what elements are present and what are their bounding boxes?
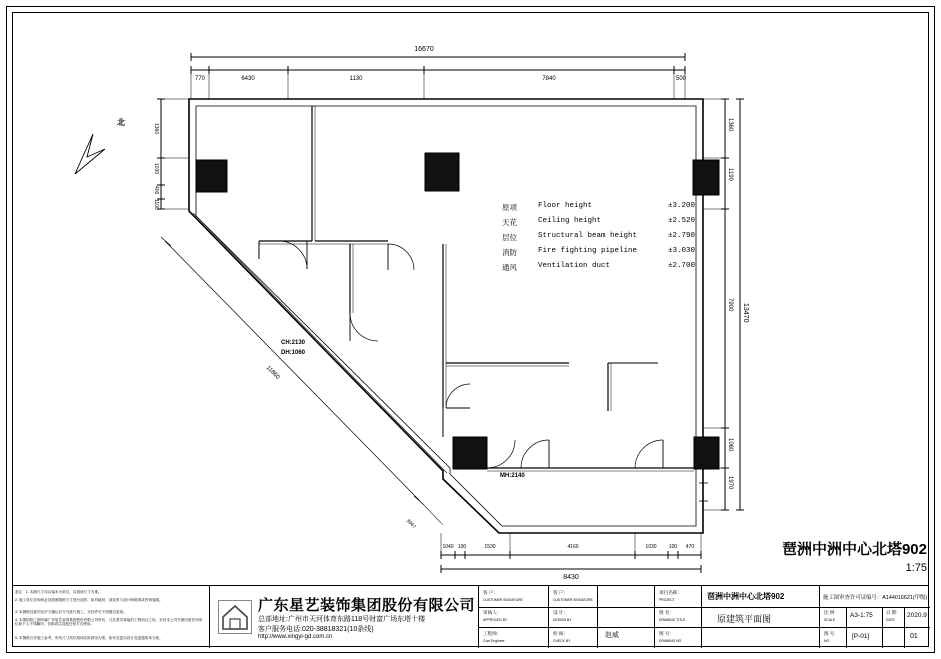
dim-left-seg-0: 1360 [153, 123, 159, 135]
label-engineer-en: Cont Engineer [483, 639, 505, 643]
note-line: 备注：1. 本图尺寸均以毫米为单位，以现场尺寸为准。 [15, 590, 102, 594]
label-scale-en: SCALE [824, 618, 836, 622]
note-line: 4. 本图国纸之图所属广东星艺装饰集团股份有限公司所有，凡在我司承接的工程项目之用，未经本公司书面同意任何单位和个人不得翻印、仿制或以其他任何方式使用。 [15, 618, 203, 627]
dim-top-seg-1: 6430 [241, 76, 255, 82]
dim-bottom-seg-5: 100 [668, 544, 678, 550]
label-drawing-title-cn: 图 名： [659, 610, 675, 615]
note-line: 3. 本图纸经我司及甲方确认后方可进行施工，未经许可不得擅自更改。 [15, 610, 127, 614]
label-check-en: CHECK BY [553, 639, 571, 643]
note-line: 5. 本图纸仅作施工参考，所有尺寸须以现场实际情况为准，如有变更以设计变更通知单为准。 [15, 636, 163, 640]
dim-left-seg-3: 1100 [153, 199, 159, 210]
label-project-cn: 项目名称： [659, 590, 682, 595]
label-customer-sign-cn: 客 户： [553, 590, 569, 595]
label-customer-sign-en: CUSTOMER SIGNATURE [553, 598, 593, 602]
label-drawing-no-en: DRAWING NO [659, 639, 682, 643]
spec-en-2: Structural beam height [538, 232, 638, 240]
value-date: 2020.9 [907, 612, 927, 619]
title-block [12, 585, 929, 647]
label-dh: DH:1060 [281, 350, 306, 356]
spec-row [502, 201, 702, 216]
house-logo-svg [219, 601, 251, 633]
label-drawing-title-en: DRAWING TITLE [659, 618, 686, 622]
label-customer-en: CUSTOMER SIGNATURE [483, 598, 523, 602]
label-drawing-no-cn: 图 号： [659, 631, 675, 636]
spec-val-4: ±2.700 [668, 262, 696, 270]
spec-row [502, 246, 702, 261]
spec-cn-3: 消防 [502, 248, 517, 257]
dim-top-seg-4: 500 [675, 76, 687, 82]
dim-right-seg-3: 1060 [727, 438, 733, 452]
label-engineer-cn: 工程师： [483, 631, 502, 636]
dim-diagonal-length: 11860 [264, 365, 281, 381]
label-no-cn: 图 号 [824, 631, 835, 636]
dim-top-seg-0: 770 [194, 76, 206, 82]
label-date-en: DATE [886, 618, 895, 622]
label-check-cn: 检 核： [553, 631, 569, 636]
dim-left-seg-2: 400 [153, 186, 159, 195]
value-sheet: [P-01] [852, 633, 870, 640]
label-mh: MH:2140 [500, 473, 525, 479]
spec-en-1: Ceiling height [538, 217, 602, 225]
dim-bottom-seg-6: 470 [685, 544, 695, 550]
approval-column [478, 586, 549, 648]
dim-right-seg-1: 1190 [727, 168, 733, 181]
value-customer-sign: 赵威 [605, 632, 619, 639]
company-name: 广东星艺装饰集团股份有限公司 [258, 597, 476, 614]
label-date-cn: 日 期 [886, 610, 897, 615]
dim-diagonal-length-2: 3967 [404, 518, 417, 531]
company-address: 总部地址:广州市天河体育东路118号财富广场东塔十楼 [258, 616, 426, 623]
spec-val-0: ±3.200 [668, 202, 696, 210]
compass-north-label: 北 [117, 118, 125, 127]
dim-bottom-overall: 8430 [563, 574, 579, 581]
project-name-column [654, 586, 820, 648]
dim-top-seg-2: 1130 [349, 76, 363, 82]
spec-row [502, 261, 702, 276]
note-line: 2. 施工单位在现场必须按照图纸尺寸进行放样，如有疑问，请及时与设计师联系或咨询客服。 [15, 598, 163, 602]
dim-top-seg-3: 7840 [542, 76, 556, 82]
dim-right-overall: 13470 [742, 303, 749, 323]
dim-top-overall: 16670 [414, 46, 434, 53]
spec-val-1: ±2.520 [668, 217, 696, 225]
notes-block [12, 586, 209, 648]
label-design-cn: 设 计： [553, 610, 569, 615]
company-block [209, 586, 479, 648]
plan-scale: 1:75 [905, 562, 927, 574]
page-title: 琶洲中洲中心北塔902 [781, 541, 927, 558]
dim-bottom-seg-3: 4160 [567, 544, 579, 550]
dim-left-seg-1: 1030 [153, 163, 159, 175]
value-project-name: 琶洲中洲中心北塔902 [707, 592, 785, 601]
spec-cn-2: 层位 [502, 233, 517, 242]
label-scale-cn: 比 例 [824, 610, 835, 615]
company-service-phone: 客户服务电话:020-38818321(10条线) [258, 626, 374, 633]
spec-en-0: Floor height [538, 202, 593, 210]
spec-row [502, 216, 702, 231]
dim-bottom-seg-1: 100 [457, 544, 467, 550]
dim-right-seg-0: 1360 [727, 118, 733, 132]
label-project-en: PROJECT [659, 598, 675, 602]
value-scale: A3-1:75 [850, 612, 873, 619]
spec-val-2: ±2.790 [668, 232, 696, 240]
spec-row [502, 231, 702, 246]
label-approved-cn: 审核人： [483, 610, 502, 615]
label-design-en: DESIGN BY [553, 618, 572, 622]
value-no: 01 [910, 633, 918, 640]
dim-bottom-seg-2: 1530 [484, 544, 496, 550]
spec-en-4: Ventilation duct [538, 262, 611, 270]
value-drawing-title: 原建筑平面图 [717, 614, 772, 624]
spec-cn-1: 天花 [502, 218, 517, 227]
house-logo-icon [218, 600, 252, 634]
dim-bottom-seg-4: 1030 [645, 544, 657, 550]
spec-cn-0: 原项 [502, 203, 517, 212]
project-column [548, 586, 655, 648]
dim-right-seg-2: 7900 [727, 298, 733, 312]
company-website: http://www.xingyi-gd.com.cn [258, 634, 333, 640]
plan-svg [13, 13, 928, 585]
dim-right-seg-4: 1970 [727, 476, 733, 490]
dim-bottom-seg-0: 1040 [442, 544, 454, 550]
label-approved-en: APPROVED BY [483, 618, 508, 622]
label-no-en: NO. [824, 639, 831, 643]
permit-column [819, 586, 930, 648]
label-customer-cn: 客 户： [483, 590, 499, 595]
spec-val-3: ±3.030 [668, 247, 696, 255]
spec-en-3: Fire fighting pipeline [538, 247, 638, 255]
value-permit: 施工图审查许可证编号：A144016621(甲级) [823, 595, 928, 601]
spec-cn-4: 通风 [502, 263, 517, 272]
floor-plan-drawing [13, 13, 928, 585]
spec-table [502, 201, 702, 279]
label-ch: CH:2130 [281, 340, 306, 346]
